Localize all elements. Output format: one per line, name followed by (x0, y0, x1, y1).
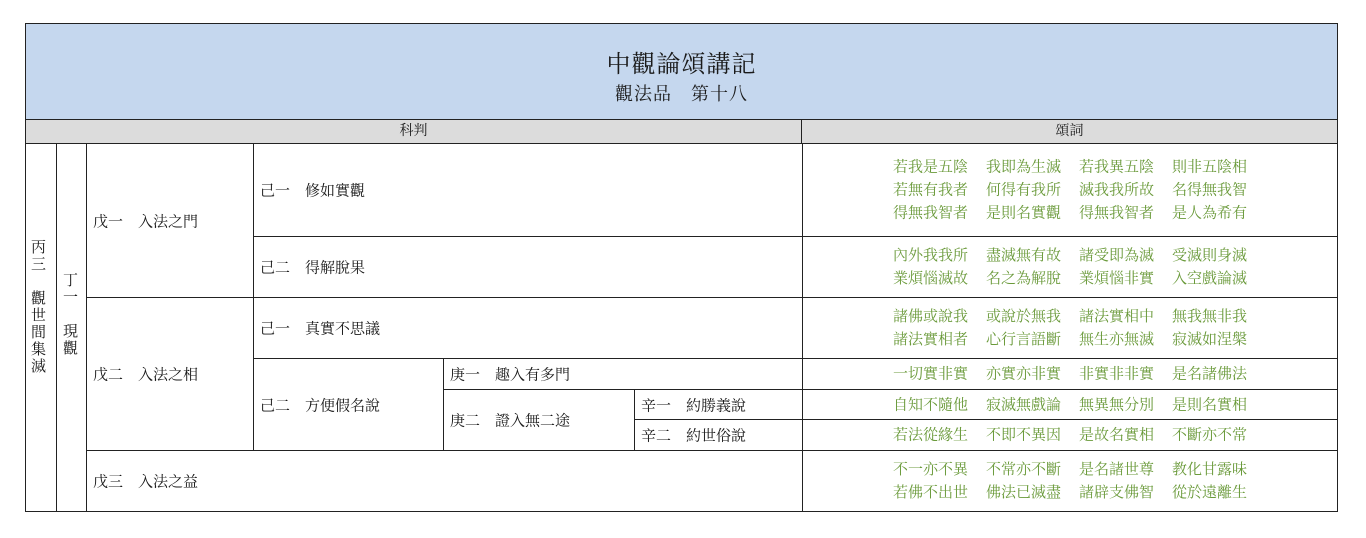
verse-phrase: 得無我智者 (1079, 203, 1155, 222)
verse-line (803, 363, 1337, 386)
verse-phrase: 不斷亦不常 (1172, 425, 1248, 444)
verse-phrase: 自知不隨他 (892, 395, 968, 413)
verse-phrase: 業煩惱非實 (1079, 269, 1155, 287)
verse-block-1 (802, 144, 1337, 236)
outline-ding (56, 144, 86, 511)
outline-ji1a (253, 144, 802, 236)
verse-phrase: 諸受即為滅 (1079, 246, 1155, 264)
verse-phrase: 從於遠離生 (1172, 483, 1248, 501)
verse-phrase: 不即不異因 (985, 425, 1061, 444)
verse-line (803, 305, 1337, 328)
verse-lines (803, 305, 1337, 351)
verse-block-5 (802, 389, 1337, 419)
outline-ji2b (253, 358, 443, 450)
verse-phrase: 何得有我所 (985, 180, 1061, 199)
verse-phrase: 不常亦不斷 (985, 460, 1061, 478)
verse-phrase: 非實非非實 (1079, 364, 1155, 383)
outline-ding-text: 丁一 現觀 (61, 272, 79, 357)
verse-block-3 (802, 297, 1337, 358)
column-header-outline: 科判 (26, 120, 802, 144)
verse-phrase: 入空戲論滅 (1172, 269, 1248, 287)
verse-phrase: 業煩惱滅故 (892, 269, 968, 287)
outline-wu1 (86, 144, 253, 297)
outline-ji2a-label: 己二 得解脫果 (260, 258, 366, 277)
verse-phrase: 是名諸佛法 (1172, 364, 1248, 383)
verse-phrase: 是故名實相 (1079, 425, 1155, 444)
outline-xin2-label: 辛二 約世俗說 (641, 426, 747, 445)
chapter-subtitle: 觀法品 第十八 (615, 84, 748, 105)
outline-wu3-label: 戊三 入法之益 (93, 472, 199, 491)
page-title: 中觀論頌講記 (606, 50, 757, 78)
outline-wu1-label: 戊一 入法之門 (93, 212, 199, 230)
outline-xin2 (634, 419, 802, 450)
verse-phrase: 諸辟支佛智 (1079, 483, 1155, 501)
verse-lines (803, 363, 1337, 386)
outline-xin1 (634, 389, 802, 419)
verse-phrase: 是名諸世尊 (1079, 460, 1155, 478)
verse-phrase: 得無我智者 (892, 203, 968, 222)
verse-phrase: 我即為生滅 (985, 157, 1061, 176)
verse-phrase: 無我無非我 (1172, 307, 1248, 325)
verse-phrase: 名之為解脫 (985, 269, 1061, 287)
outline-wu3 (86, 450, 802, 511)
verse-phrase: 教化甘露味 (1172, 460, 1248, 478)
verse-phrase: 諸法實相中 (1079, 307, 1155, 325)
verse-lines (803, 156, 1337, 225)
verse-phrase: 內外我我所 (892, 246, 968, 264)
verse-line (803, 202, 1337, 225)
outline-geng1-label: 庚一 趣入有多門 (450, 365, 571, 384)
column-header-verses: 頌詞 (802, 120, 1337, 144)
verse-phrase: 無生亦無滅 (1079, 330, 1155, 348)
outline-ji1b (253, 297, 802, 358)
outline-bing (26, 144, 56, 511)
verse-lines (803, 393, 1337, 416)
verse-phrase: 滅我我所故 (1079, 180, 1155, 199)
verse-block-6 (802, 419, 1337, 450)
verse-phrase: 寂滅無戲論 (985, 395, 1061, 413)
outline-bing-text: 丙三 觀世間集滅 (29, 239, 47, 375)
verse-phrase: 受滅則身滅 (1172, 246, 1248, 264)
verse-line (803, 424, 1337, 447)
verse-phrase: 若無有我者 (892, 180, 968, 199)
verse-phrase: 是則名實相 (1172, 395, 1248, 413)
verse-line (803, 244, 1337, 267)
verse-lines (803, 244, 1337, 290)
verse-block-2 (802, 236, 1337, 297)
outline-wu2-label: 戊二 入法之相 (93, 365, 199, 384)
verse-line (803, 481, 1337, 504)
verse-phrase: 寂滅如涅槃 (1172, 330, 1248, 348)
outline-wu2 (86, 297, 253, 450)
verse-phrase: 諸法實相者 (892, 330, 968, 348)
verse-line (803, 393, 1337, 416)
outline-geng2-label: 庚二 證入無二途 (450, 411, 571, 430)
verse-phrase: 若法從緣生 (892, 425, 968, 444)
verse-lines (803, 458, 1337, 504)
verse-line (803, 458, 1337, 481)
verse-phrase: 則非五陰相 (1172, 157, 1248, 176)
verse-phrase: 是人為希有 (1172, 203, 1248, 222)
verse-phrase: 諸佛或說我 (892, 307, 968, 325)
verse-line (803, 328, 1337, 351)
verse-phrase: 一切實非實 (892, 364, 968, 383)
verse-phrase: 或說於無我 (985, 307, 1061, 325)
verse-phrase: 無異無分別 (1079, 395, 1155, 413)
outline-ji2b-label: 己二 方便假名說 (260, 396, 381, 414)
verse-phrase: 名得無我智 (1172, 180, 1248, 199)
outline-ji1a-label: 己一 修如實觀 (260, 181, 366, 200)
verse-phrase: 若我是五陰 (892, 157, 968, 176)
outline-ji2a (253, 236, 802, 297)
verse-block-4 (802, 358, 1337, 389)
verse-line (803, 156, 1337, 179)
outline-geng1 (443, 358, 802, 389)
verse-phrase: 佛法已滅盡 (985, 483, 1061, 501)
verse-phrase: 亦實亦非實 (985, 364, 1061, 383)
verse-phrase: 心行言語斷 (985, 330, 1061, 348)
verse-phrase: 若我異五陰 (1079, 157, 1155, 176)
outline-ji1b-label: 己一 真實不思議 (260, 319, 381, 338)
verse-line (803, 267, 1337, 290)
verse-phrase: 盡滅無有故 (985, 246, 1061, 264)
title-banner (26, 24, 1337, 120)
verse-phrase: 是則名實觀 (985, 203, 1061, 222)
verse-phrase: 不一亦不異 (892, 460, 968, 478)
outline-table (25, 23, 1338, 512)
verse-phrase: 若佛不出世 (892, 483, 968, 501)
verse-line (803, 179, 1337, 202)
verse-lines (803, 424, 1337, 447)
outline-xin1-label: 辛一 約勝義說 (641, 396, 747, 414)
outline-geng2 (443, 389, 634, 450)
verse-block-7 (802, 450, 1337, 511)
